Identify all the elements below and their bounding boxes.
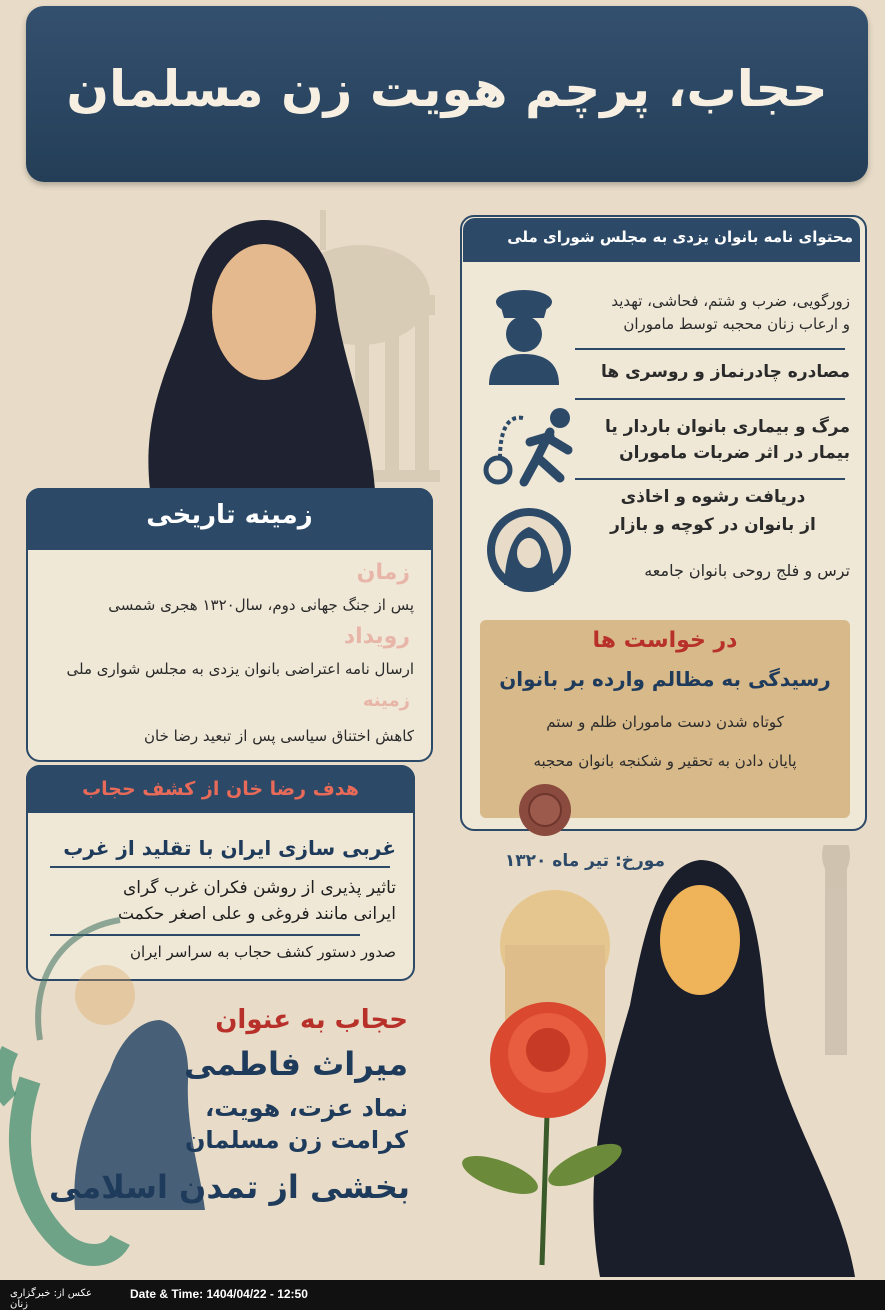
event-label: رویداد [343, 624, 410, 649]
page-title: حجاب، پرچم هویت زن مسلمان [66, 60, 828, 118]
divider [575, 398, 845, 400]
woman-rose-mosque-illustration [460, 845, 870, 1277]
letter-item-1a: زورگویی، ضرب و شتم، فحاشی، تهدید [611, 292, 850, 310]
veiled-woman-icon [484, 505, 574, 595]
letter-item-3b: بیمار در اثر ضربات ماموران [619, 443, 850, 463]
letter-item-4a: دریافت رشوه و اخاذی [620, 487, 806, 507]
woman-with-building-illustration [80, 200, 440, 500]
demand-item-2: کوتاه شدن دست ماموران ظلم و ستم [546, 713, 784, 731]
hijab-line-1: حجاب به عنوان [215, 1005, 408, 1035]
time-label: زمان [356, 560, 410, 585]
goal-main: غربی سازی ایران با تقلید از غرب [63, 836, 396, 860]
goal-line-2: ایرانی مانند فروغی و علی اصغر حکمت [117, 904, 396, 924]
demands-heading: در خواست ها [592, 628, 738, 653]
fleeing-man-handcuffs-icon [478, 400, 578, 490]
divider [50, 866, 390, 868]
divider [575, 348, 845, 350]
context-text: کاهش اختناق سیاسی پس از تبعید رضا خان [143, 727, 414, 745]
divider [575, 478, 845, 480]
hijab-line-4: کرامت زن مسلمان [184, 1126, 408, 1154]
seal-icon [510, 780, 580, 840]
time-text: پس از جنگ جهانی دوم، سال۱۳۲۰ هجری شمسی [108, 596, 414, 614]
letter-item-1b: و ارعاب زنان محجبه توسط ماموران [623, 315, 850, 333]
letter-panel-heading: محتوای نامه بانوان یزدی به مجلس شورای ملی [507, 228, 853, 246]
demand-item-1: رسیدگی به مظالم وارده بر بانوان [499, 667, 831, 691]
footer-datetime: Date & Time: 1404/04/22 - 12:50 [130, 1287, 308, 1301]
goal-heading: هدف رضا خان از کشف حجاب [82, 778, 359, 800]
letter-item-3a: مرگ و بیماری بانوان باردار یا [605, 417, 850, 437]
goal-line-3: صدور دستور کشف حجاب به سراسر ایران [129, 943, 396, 961]
police-officer-icon [484, 282, 564, 387]
photo-credit: عکس از: خبرگزاری زنان [10, 1288, 93, 1310]
goal-line-1: تاثیر پذیری از روشن فکران غرب گرای [122, 878, 396, 898]
hijab-line-3: نماد عزت، هویت، [205, 1094, 408, 1122]
letter-item-4b: از بانوان در کوچه و بازار [610, 515, 816, 535]
demand-item-3: پایان دادن به تحقیر و شکنجه بانوان محجبه [533, 752, 797, 770]
hijab-line-2: میراث فاطمی [184, 1045, 408, 1083]
event-text: ارسال نامه اعتراضی بانوان یزدی به مجلس شواری ملی [66, 660, 414, 678]
letter-item-5: ترس و فلج روحی بانوان جامعه [644, 561, 850, 580]
letter-item-2: مصادره چادرنماز و روسری ها [601, 362, 850, 382]
hijab-line-5: بخشی از تمدن اسلامی [48, 1168, 410, 1206]
context-label: زمینه [362, 690, 410, 711]
history-heading: زمینه تاریخی [146, 500, 313, 530]
letter-date: مورخ: تیر ماه ۱۳۲۰ [504, 851, 665, 871]
